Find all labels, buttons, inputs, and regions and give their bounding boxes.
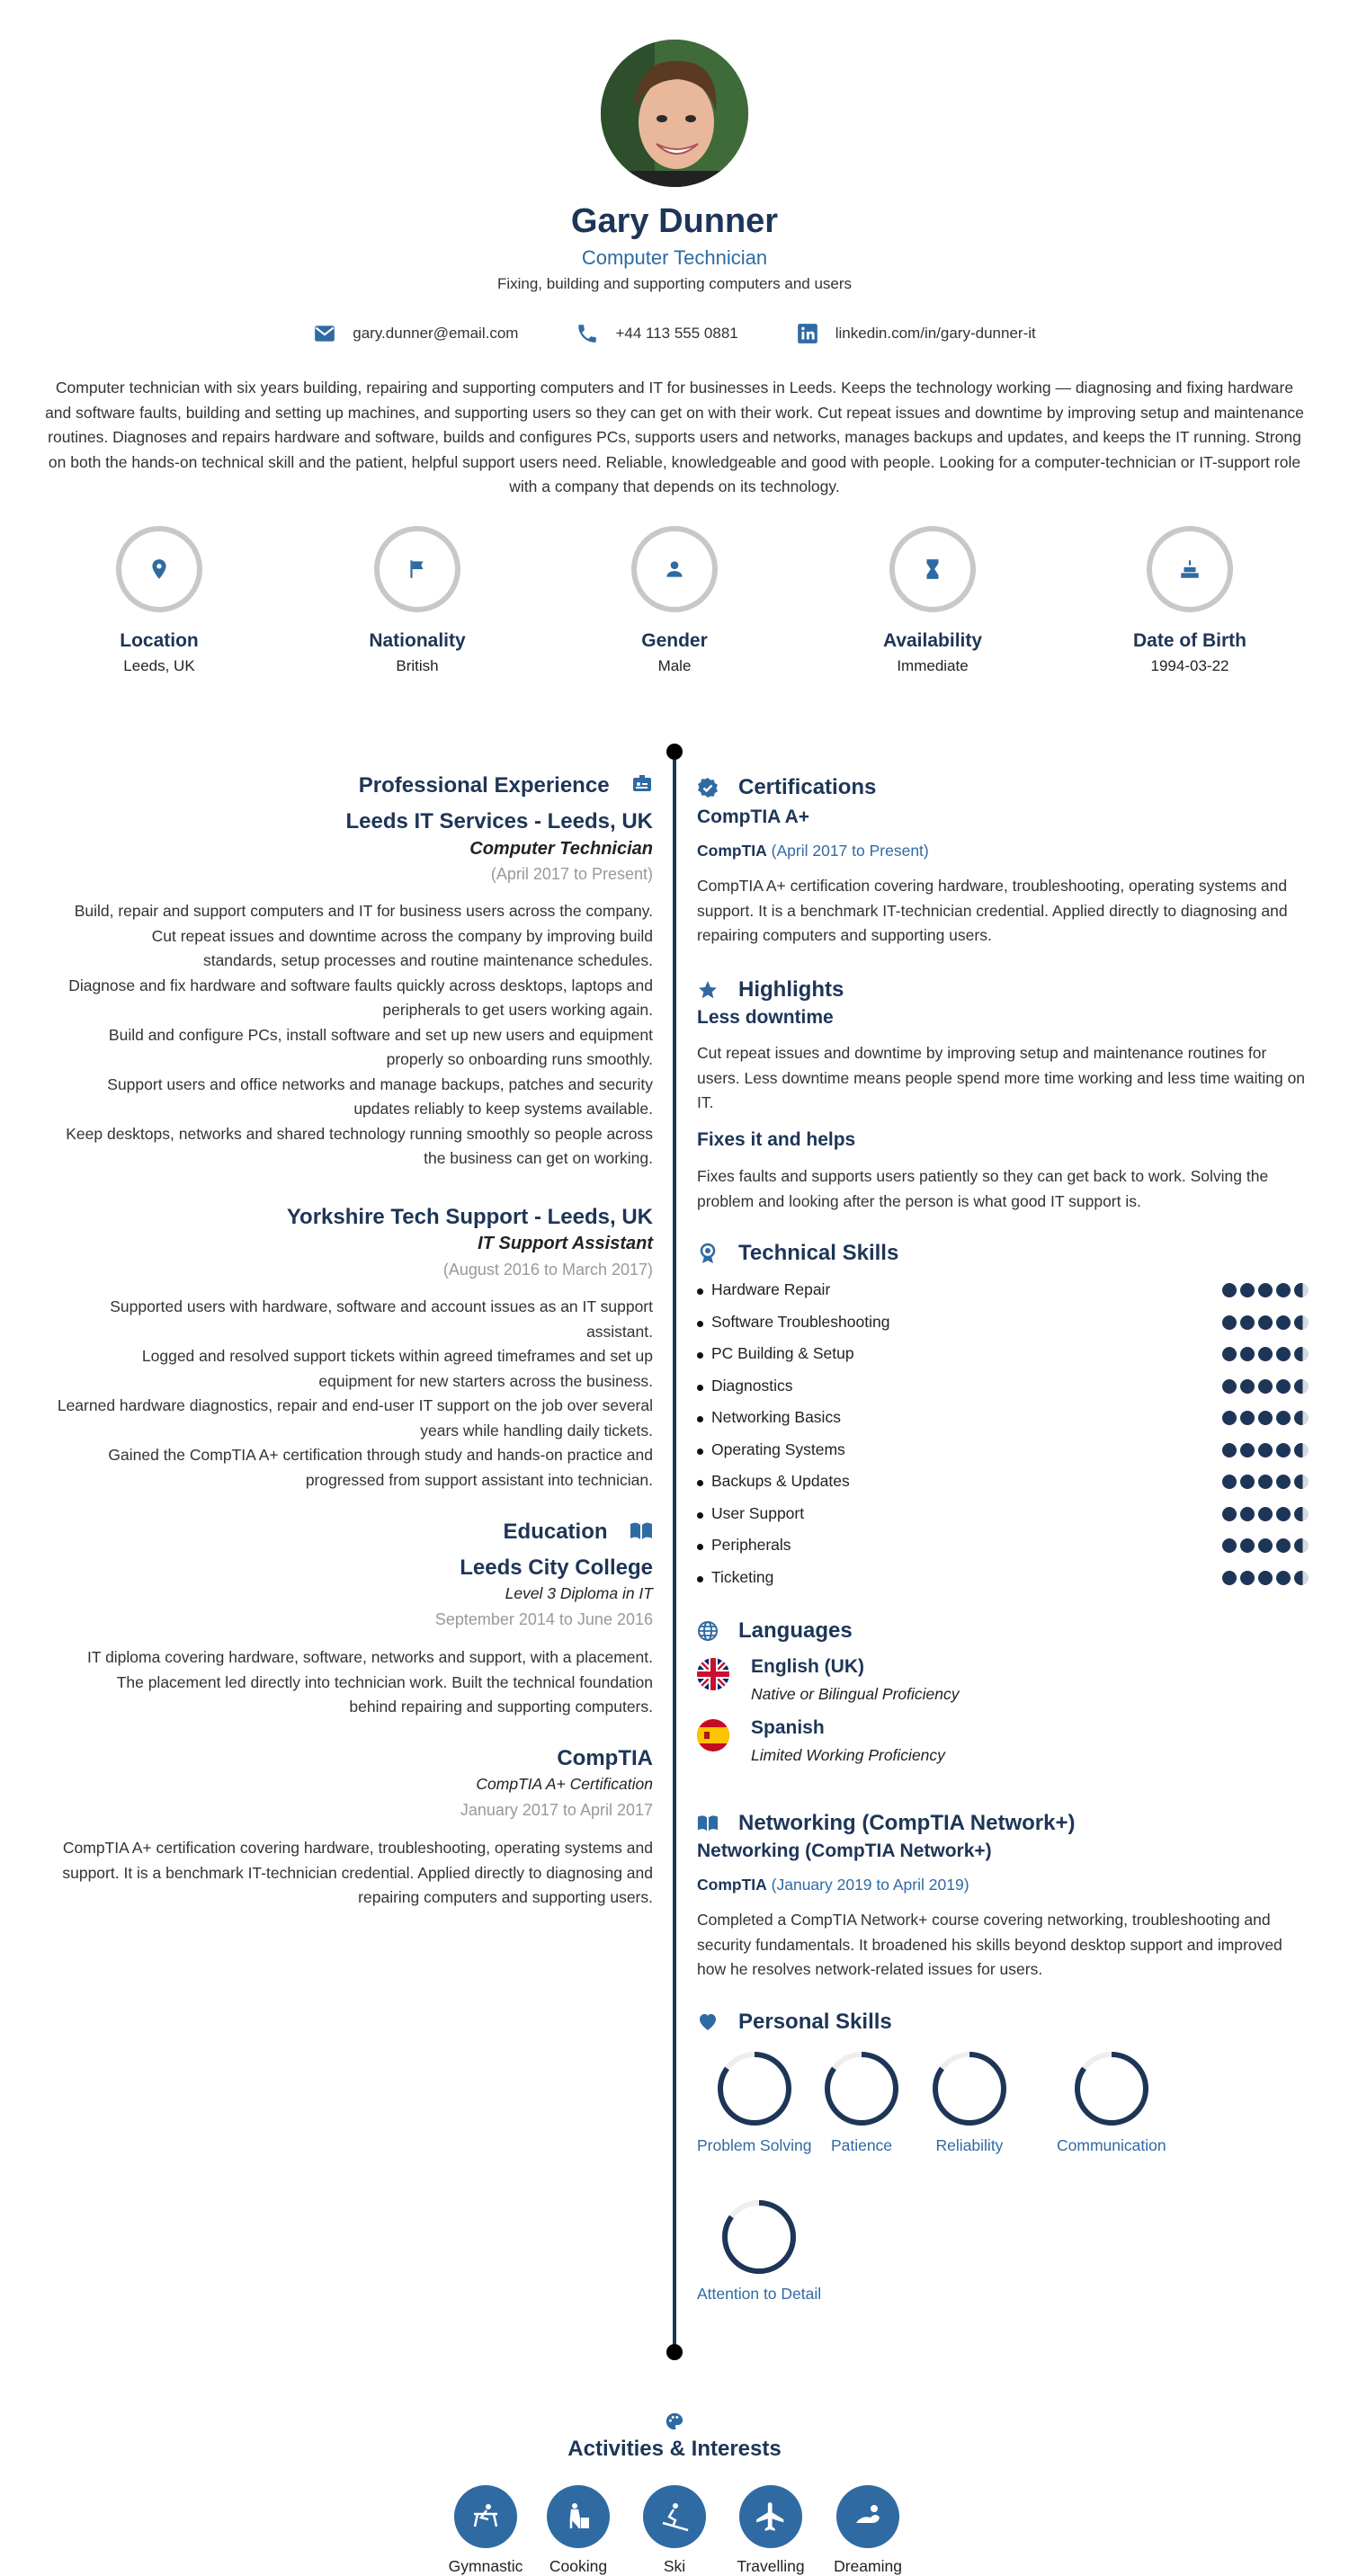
edu-degree: CompTIA A+ Certification (476, 1775, 653, 1793)
course-name: Networking (CompTIA Network+) (697, 1841, 992, 1861)
technical-skill-row (697, 1504, 1309, 1528)
contact-phone[interactable] (576, 322, 737, 345)
courses-title: Networking (CompTIA Network+) (738, 1811, 1076, 1835)
personal-skill-item (1057, 2048, 1166, 2155)
airplane-icon (754, 2500, 788, 2534)
info-label: Availability (882, 630, 983, 651)
personal-skills-section-header (697, 2010, 1309, 2035)
job-bullet: Keep desktops, networks and shared technology running smoothly so people across the business can get on working. (66, 1124, 653, 1167)
language-name: English (UK) (751, 1656, 864, 1677)
rating-dot (1276, 1507, 1291, 1521)
course-issuer: CompTIA (697, 1876, 767, 1894)
candidate-name: Gary Dunner (570, 202, 779, 240)
activity-item (533, 2485, 623, 2576)
activity-item (441, 2485, 531, 2576)
cert-meta (697, 842, 1309, 860)
personal-skill-item (697, 2048, 811, 2155)
rating-dot (1222, 1411, 1237, 1425)
job-bullets (41, 899, 653, 1172)
experience-section-header (41, 773, 653, 798)
skill-progress-ring (1071, 2048, 1152, 2129)
heart-icon (697, 2011, 719, 2033)
languages-title: Languages (738, 1618, 853, 1643)
id-badge-icon (631, 773, 653, 795)
timeline-dot-top (666, 744, 683, 760)
timeline-line (673, 752, 676, 2352)
skill-progress-ring (929, 2048, 1010, 2129)
job-role: Computer Technician (469, 839, 653, 859)
rating-dot (1276, 1283, 1291, 1297)
rating-dot (1258, 1283, 1273, 1297)
personal-skill-name: Reliability (935, 2136, 1004, 2154)
technical-skill-name: Hardware Repair (711, 1280, 831, 1298)
skill-rating-dots (1222, 1347, 1309, 1361)
rating-dot (1294, 1283, 1309, 1297)
info-label: Gender (641, 630, 708, 651)
cooking-icon (561, 2500, 595, 2534)
rating-dot (1222, 1347, 1237, 1361)
rating-dot (1294, 1347, 1309, 1361)
job-company: Yorkshire Tech Support - Leeds, UK (286, 1205, 653, 1229)
activity-item (823, 2485, 913, 2576)
personal-skills-list (697, 2048, 1309, 2318)
activity-item (630, 2485, 719, 2576)
rating-dot (1240, 1411, 1255, 1425)
technical-skill-row (697, 1344, 1309, 1368)
book-icon (630, 1521, 653, 1541)
technical-skill-name: PC Building & Setup (711, 1344, 854, 1362)
cert-name: CompTIA A+ (697, 807, 810, 827)
highlights-section-header (697, 977, 1309, 1003)
flag-icon (406, 557, 429, 581)
activity-label: Ski (663, 2557, 686, 2575)
skill-rating-dots (1222, 1571, 1309, 1585)
technical-skill-row (697, 1536, 1309, 1559)
rating-dot (1276, 1379, 1291, 1394)
phone-icon (576, 322, 599, 345)
bullet-dot (697, 1544, 703, 1550)
rating-dot (1258, 1571, 1273, 1585)
course-description: Completed a CompTIA Network+ course covering networking, troubleshooting and security fundamentals. It broadened his skills beyond desktop support and improved how he resolves network-related issues for users. (697, 1911, 1282, 1978)
cert-description: CompTIA A+ certification covering hardware, troubleshooting, operating systems and support. It is a benchmark IT-technician credential. Applied directly to diagnosing and repairing computers and supporting users. (697, 877, 1288, 944)
job-role: IT Support Assistant (478, 1234, 653, 1253)
info-value: Male (657, 657, 692, 674)
bullet-dot (697, 1576, 703, 1582)
profile-summary: Computer technician with six years building, repairing and supporting computers and IT for businesses in Leeds. Keeps the technology working — diagnosing and fixing hardware and software faults, building and setting up machines, and supporting users so they can get on with their work. Cut repeat issues and downtime by improving setup and maintenance routines. Diagnoses and repairs hardware and software, builds and configures PCs, supports users and networks, manages backups and updates, and keeps the IT running. Strong on both the hands-on technical skill and the patient, helpful support users need. Reliable, knowledgeable and good with people. Looking for a computer-technician or IT-support role with a company that depends on its technology. (45, 379, 1304, 495)
skill-rating-dots (1222, 1411, 1309, 1425)
email-icon (313, 322, 336, 345)
edu-dates: January 2017 to April 2017 (460, 1801, 653, 1819)
ski-icon (657, 2500, 692, 2534)
email-text[interactable]: gary.dunner@email.com (353, 325, 519, 342)
highlights-title: Highlights (738, 977, 844, 1002)
personal-skill-name: Patience (830, 2136, 893, 2154)
rating-dot (1276, 1571, 1291, 1585)
activities-title: Activities & Interests (567, 2437, 782, 2461)
rating-dot (1276, 1475, 1291, 1489)
rating-dot (1222, 1475, 1237, 1489)
rating-dot (1240, 1507, 1255, 1521)
book-icon (697, 1813, 719, 1834)
languages-list (697, 1654, 1309, 1780)
rating-dot (1222, 1507, 1237, 1521)
education-section-header (41, 1520, 653, 1545)
gymnastic-icon (469, 2500, 503, 2534)
activity-label: Dreaming (834, 2557, 902, 2575)
education-title: Education (503, 1520, 608, 1544)
job-title: Computer Technician (581, 246, 768, 269)
technical-skill-name: User Support (711, 1503, 805, 1522)
rating-dot (1276, 1443, 1291, 1457)
technical-skill-row (697, 1408, 1309, 1431)
job-bullet: Build, repair and support computers and IT for business users across the company. (74, 902, 653, 920)
info-availability (834, 526, 1032, 675)
info-nationality (318, 526, 516, 675)
personal-skill-name: Communication (1057, 2136, 1166, 2154)
job-bullet: Diagnose and fix hardware and software faults quickly across desktops, laptops and peripherals to get users working again. (68, 976, 653, 1019)
skill-rating-dots (1222, 1475, 1309, 1489)
rating-dot (1294, 1443, 1309, 1457)
technical-skill-row (697, 1313, 1309, 1336)
star-icon (697, 979, 719, 1001)
rating-dot (1258, 1315, 1273, 1330)
phone-text[interactable]: +44 113 555 0881 (615, 325, 738, 342)
technical-skill-name: Software Troubleshooting (711, 1312, 890, 1331)
technical-skill-row (697, 1440, 1309, 1464)
info-value: 1994-03-22 (1150, 657, 1229, 674)
activity-label: Cooking (549, 2557, 608, 2575)
dreaming-icon (851, 2500, 885, 2534)
contact-email[interactable] (313, 322, 518, 345)
cake-icon (1178, 557, 1202, 581)
bullet-dot (697, 1416, 703, 1422)
info-gender (576, 526, 773, 675)
profile-photo (601, 40, 748, 187)
skill-progress-ring (714, 2048, 795, 2129)
highlight-heading: Fixes it and helps (697, 1129, 856, 1150)
technical-skills-title: Technical Skills (738, 1241, 899, 1265)
rating-dot (1222, 1538, 1237, 1553)
timeline-dot-bottom (666, 2344, 683, 2360)
linkedin-icon (796, 322, 819, 345)
skill-rating-dots (1222, 1443, 1309, 1457)
edu-dates: September 2014 to June 2016 (434, 1610, 653, 1628)
rating-dot (1258, 1347, 1273, 1361)
technical-skill-row (697, 1472, 1309, 1495)
skill-rating-dots (1222, 1315, 1309, 1330)
technical-skill-name: Backups & Updates (711, 1472, 850, 1490)
courses-section-header (697, 1811, 1309, 1836)
edu-description: CompTIA A+ certification covering hardware, troubleshooting, operating systems and support. It is a benchmark IT-technician credential. Applied directly to diagnosing and repairing computers and supporting users. (62, 1839, 653, 1906)
technical-skills-list (697, 1280, 1309, 1604)
highlight-heading: Less downtime (697, 1007, 834, 1028)
rating-dot (1276, 1315, 1291, 1330)
rating-dot (1240, 1347, 1255, 1361)
certifications-section-header (697, 775, 1309, 800)
rating-dot (1294, 1538, 1309, 1553)
technical-skill-name: Networking Basics (711, 1408, 841, 1426)
edu-description: IT diploma covering hardware, software, networks and support, with a placement. The placement led directly into technician work. Built the technical foundation behind repairing and supporting computers. (86, 1648, 653, 1716)
language-level: Native or Bilingual Proficiency (751, 1685, 960, 1703)
bullet-dot (697, 1321, 703, 1327)
technical-skill-name: Ticketing (711, 1567, 774, 1586)
info-label: Date of Birth (1133, 630, 1246, 651)
rating-dot (1276, 1347, 1291, 1361)
language-name: Spanish (751, 1717, 825, 1738)
rating-dot (1294, 1379, 1309, 1394)
rating-dot (1240, 1379, 1255, 1394)
technical-skill-name: Operating Systems (711, 1440, 845, 1458)
bullet-dot (697, 1448, 703, 1455)
job-bullet: Logged and resolved support tickets within agreed timeframes and set up equipment for new starters across the business. (141, 1347, 653, 1390)
spain-flag-icon (697, 1719, 729, 1752)
job-dates: (April 2017 to Present) (490, 865, 653, 883)
edu-school: CompTIA (557, 1746, 653, 1770)
skill-rating-dots (1222, 1283, 1309, 1297)
rating-dot (1258, 1538, 1273, 1553)
personal-skill-name: Problem Solving (697, 2136, 812, 2154)
skill-rating-dots (1222, 1507, 1309, 1521)
uk-flag-icon (697, 1658, 729, 1690)
rating-dot (1222, 1283, 1237, 1297)
hourglass-icon (921, 557, 944, 581)
bullet-dot (697, 1288, 703, 1295)
highlight-text: Fixes faults and supports users patiently so they can get back to work. Solving the problem and looking after the person is what good IT support is. (697, 1167, 1269, 1210)
experience-title: Professional Experience (358, 773, 610, 798)
rating-dot (1240, 1283, 1255, 1297)
rating-dot (1294, 1475, 1309, 1489)
bullet-dot (697, 1352, 703, 1359)
cert-issuer: CompTIA (697, 842, 767, 860)
info-location (60, 526, 258, 675)
globe-icon (697, 1620, 719, 1642)
job-bullet: Gained the CompTIA A+ certification through study and hands-on practice and progressed from support assistant into technician. (108, 1446, 653, 1489)
linkedin-text[interactable]: linkedin.com/in/gary-dunner-it (835, 325, 1036, 342)
rating-dot (1258, 1411, 1273, 1425)
job-bullet: Cut repeat issues and downtime across the company by improving build standards, setup processes and routine maintenance schedules. (151, 926, 653, 969)
job-company: Leeds IT Services - Leeds, UK (345, 809, 653, 833)
palette-icon (665, 2411, 684, 2436)
bullet-dot (697, 1512, 703, 1519)
rating-dot (1258, 1475, 1273, 1489)
person-icon (663, 557, 686, 581)
location-pin-icon (147, 557, 171, 581)
contact-bar (0, 322, 1349, 345)
rating-dot (1294, 1571, 1309, 1585)
rating-dot (1276, 1538, 1291, 1553)
rating-dot (1276, 1411, 1291, 1425)
rating-dot (1222, 1571, 1237, 1585)
activity-label: Gymnastic (448, 2557, 523, 2575)
award-ribbon-icon (697, 1243, 719, 1264)
info-label: Nationality (369, 630, 466, 651)
certifications-title: Certifications (738, 775, 877, 799)
tagline: Fixing, building and supporting computers and users (496, 275, 853, 292)
technical-skill-row (697, 1377, 1309, 1400)
languages-section-header (697, 1618, 1309, 1644)
rating-dot (1258, 1507, 1273, 1521)
rating-dot (1240, 1475, 1255, 1489)
rating-dot (1222, 1379, 1237, 1394)
edu-degree: Level 3 Diploma in IT (505, 1584, 653, 1602)
activity-item (726, 2485, 816, 2576)
info-date-of-birth (1091, 526, 1289, 675)
course-dates: (January 2019 to April 2019) (771, 1876, 969, 1894)
info-value: Leeds, UK (123, 657, 195, 674)
info-value: British (396, 657, 439, 674)
contact-linkedin[interactable] (796, 322, 1036, 345)
job-bullet: Support users and office networks and manage backups, patches and security updates reliably to keep systems available. (107, 1074, 653, 1118)
job-bullets (41, 1295, 653, 1493)
personal-skill-name: Attention to Detail (697, 2285, 822, 2303)
rating-dot (1258, 1379, 1273, 1394)
technical-skill-row (697, 1568, 1309, 1591)
job-bullet: Learned hardware diagnostics, repair and end-user IT support on the job over several years while handling daily tickets. (57, 1396, 653, 1440)
edu-school: Leeds City College (460, 1555, 653, 1580)
job-bullet: Supported users with hardware, software and account issues as an IT support assistant. (110, 1297, 653, 1341)
course-meta (697, 1876, 1309, 1894)
skill-progress-ring (821, 2048, 902, 2129)
personal-skills-title: Personal Skills (738, 2010, 892, 2034)
activity-label: Travelling (737, 2557, 805, 2575)
rating-dot (1294, 1411, 1309, 1425)
rating-dot (1240, 1315, 1255, 1330)
highlight-text: Cut repeat issues and downtime by improving setup and maintenance routines for users. Less downtime means people spend more time working and less time waiting on IT. (697, 1044, 1306, 1111)
skill-progress-ring (719, 2197, 800, 2277)
rating-dot (1222, 1315, 1237, 1330)
cert-dates: (April 2017 to Present) (771, 842, 929, 860)
rating-dot (1294, 1507, 1309, 1521)
skill-rating-dots (1222, 1538, 1309, 1553)
job-dates: (August 2016 to March 2017) (442, 1261, 653, 1279)
rating-dot (1240, 1571, 1255, 1585)
rating-dot (1258, 1443, 1273, 1457)
bullet-dot (697, 1385, 703, 1391)
technical-skills-section-header (697, 1241, 1309, 1266)
language-level: Limited Working Proficiency (751, 1746, 945, 1764)
technical-skill-name: Diagnostics (711, 1376, 793, 1395)
rating-dot (1240, 1538, 1255, 1553)
job-bullet: Build and configure PCs, install software and set up new users and equipment properly so onboarding runs smoothly. (108, 1025, 653, 1068)
personal-skill-item (929, 2048, 1010, 2155)
personal-skill-item (821, 2048, 902, 2155)
info-label: Location (120, 630, 199, 651)
bullet-dot (697, 1480, 703, 1486)
skill-rating-dots (1222, 1379, 1309, 1394)
personal-skill-item (697, 2197, 821, 2304)
rating-dot (1222, 1443, 1237, 1457)
technical-skill-row (697, 1280, 1309, 1304)
technical-skill-name: Peripherals (711, 1536, 791, 1554)
rating-dot (1294, 1315, 1309, 1330)
info-value: Immediate (897, 657, 969, 674)
verified-badge-icon (697, 777, 719, 798)
rating-dot (1240, 1443, 1255, 1457)
